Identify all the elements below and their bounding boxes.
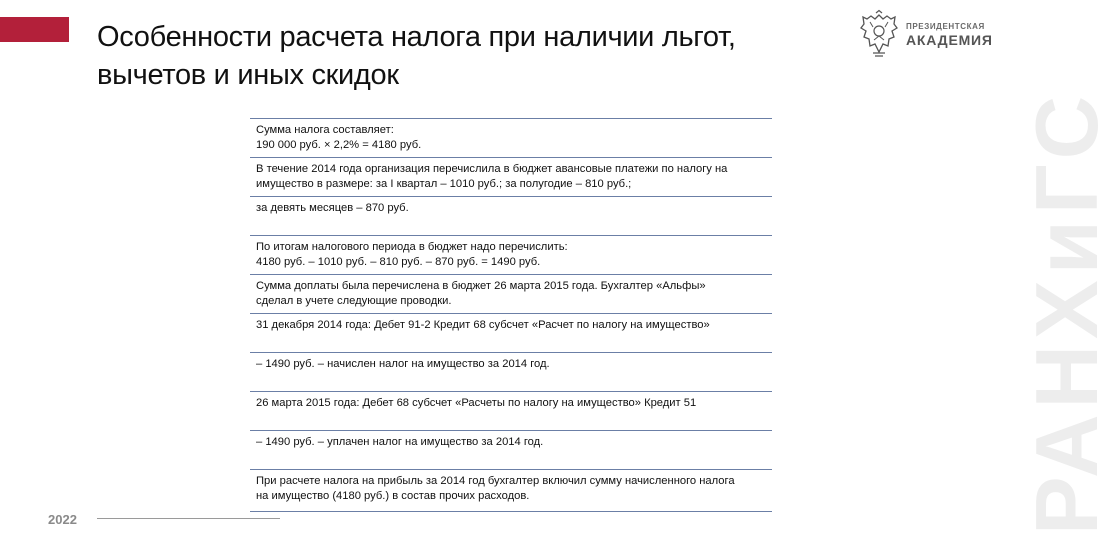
table-row xyxy=(250,470,772,512)
logo xyxy=(858,9,1008,61)
watermark-text: РАНХиГС xyxy=(1017,89,1116,535)
table-row-line: В течение 2014 года организация перечислила в бюджет авансовые платежи по налогу на xyxy=(256,163,728,175)
year-label: 2022 xyxy=(48,512,77,527)
slide-title: Особенности расчета налога при наличии льгот, вычетов и иных скидок xyxy=(97,21,736,91)
accent-bar xyxy=(0,17,69,42)
table-row xyxy=(250,275,772,314)
table-row xyxy=(250,392,772,431)
table-row-line: имущество в размере: за I квартал – 1010 руб.; за полугодие – 810 руб.; xyxy=(256,178,632,190)
table-row-line: за девять месяцев – 870 руб. xyxy=(256,202,409,214)
table-row-line: 190 000 руб. × 2,2% = 4180 руб. xyxy=(256,139,422,151)
table-row-line: сделал в учете следующие проводки. xyxy=(256,295,452,307)
table-row-line: 26 марта 2015 года: Дебет 68 субсчет «Расчеты по налогу на имущество» Кредит 51 xyxy=(256,397,697,409)
logo-line-2: АКАДЕМИЯ xyxy=(906,32,993,48)
table-row xyxy=(250,353,772,392)
footer-divider xyxy=(97,518,280,519)
table-row xyxy=(250,119,772,158)
table-row-line: Сумма налога составляет: xyxy=(256,124,394,136)
logo-line-1: ПРЕЗИДЕНТСКАЯ xyxy=(906,22,985,31)
table-row xyxy=(250,158,772,197)
table-row-line: – 1490 руб. – уплачен налог на имущество за 2014 год. xyxy=(256,436,544,448)
table-row-line: Сумма доплаты была перечислена в бюджет 26 марта 2015 года. Бухгалтер «Альфы» xyxy=(256,280,706,292)
table-row-line: По итогам налогового периода в бюджет надо перечислить: xyxy=(256,241,568,253)
table-row xyxy=(250,314,772,353)
double-headed-eagle-icon xyxy=(858,10,900,60)
watermark xyxy=(944,60,1116,539)
content-table xyxy=(250,118,772,512)
table-row-line: При расчете налога на прибыль за 2014 год бухгалтер включил сумму начисленного налога xyxy=(256,475,735,487)
table-row-line: на имущество (4180 руб.) в состав прочих расходов. xyxy=(256,490,530,502)
table-row-line: – 1490 руб. – начислен налог на имущество за 2014 год. xyxy=(256,358,550,370)
table-row xyxy=(250,431,772,470)
table-row xyxy=(250,236,772,275)
table-row-line: 31 декабря 2014 года: Дебет 91-2 Кредит 68 субсчет «Расчет по налогу на имущество» xyxy=(256,319,710,331)
table-row-line: 4180 руб. – 1010 руб. – 810 руб. – 870 руб. = 1490 руб. xyxy=(256,256,541,268)
table-row xyxy=(250,197,772,236)
